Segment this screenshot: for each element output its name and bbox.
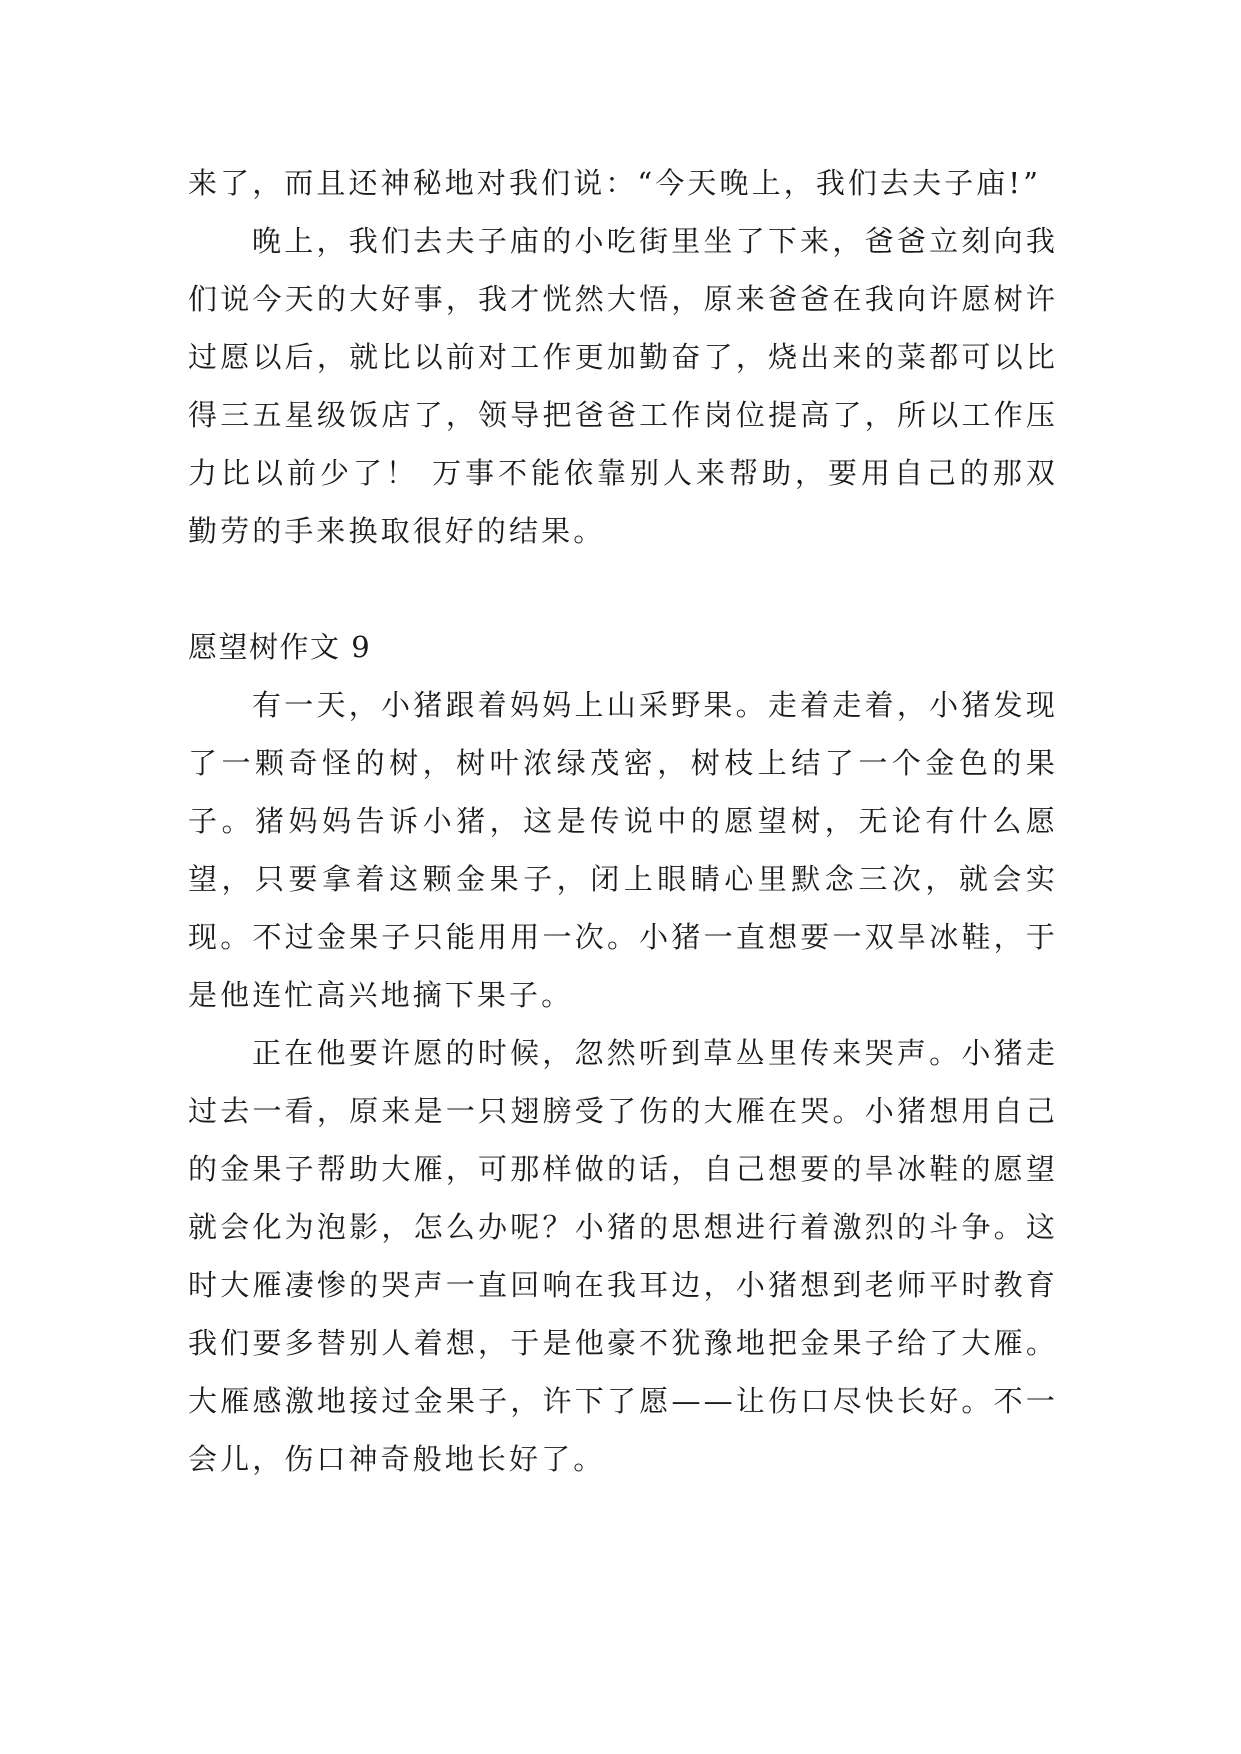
document-body [188, 154, 1058, 1488]
paragraph-wish-tree: 有一天，小猪跟着妈妈上山采野果。走着走着，小猪发现了一颗奇怪的树，树叶浓绿茂密，树枝上结了一个金色的果子。猪妈妈告诉小猪，这是传说中的愿望树，无论有什么愿望，只要拿着这颗金果子，闭上眼睛心里默念三次，就会实现。不过金果子只能用用一次。小猪一直想要一双旱冰鞋，于是他连忙高兴地摘下果子。 [188, 688, 1058, 1012]
paragraph-continued: 来了，而且还神秘地对我们说：“今天晚上，我们去夫子庙!” [188, 166, 1042, 200]
essay-heading: 愿望树作文 9 [188, 630, 372, 664]
paragraph-dinner: 晚上，我们去夫子庙的小吃街里坐了下来，爸爸立刻向我们说今天的大好事，我才恍然大悟，原来爸爸在我向许愿树许过愿以后，就比以前对工作更加勤奋了，烧出来的菜都可以比得三五星级饭店了，领导把爸爸工作岗位提高了，所以工作压力比以前少了！ 万事不能依靠别人来帮助，要用自己的那双勤劳的手来换取很好的结果。 [188, 224, 1058, 548]
paragraph-wild-goose: 正在他要许愿的时候，忽然听到草丛里传来哭声。小猪走过去一看，原来是一只翅膀受了伤的大雁在哭。小猪想用自己的金果子帮助大雁，可那样做的话，自己想要的旱冰鞋的愿望就会化为泡影，怎么办呢？小猪的思想进行着激烈的斗争。这时大雁凄惨的哭声一直回响在我耳边，小猪想到老师平时教育我们要多替别人着想，于是他豪不犹豫地把金果子给了大雁。大雁感激地接过金果子，许下了愿——让伤口尽快长好。不一会儿，伤口神奇般地长好了。 [188, 1036, 1058, 1476]
